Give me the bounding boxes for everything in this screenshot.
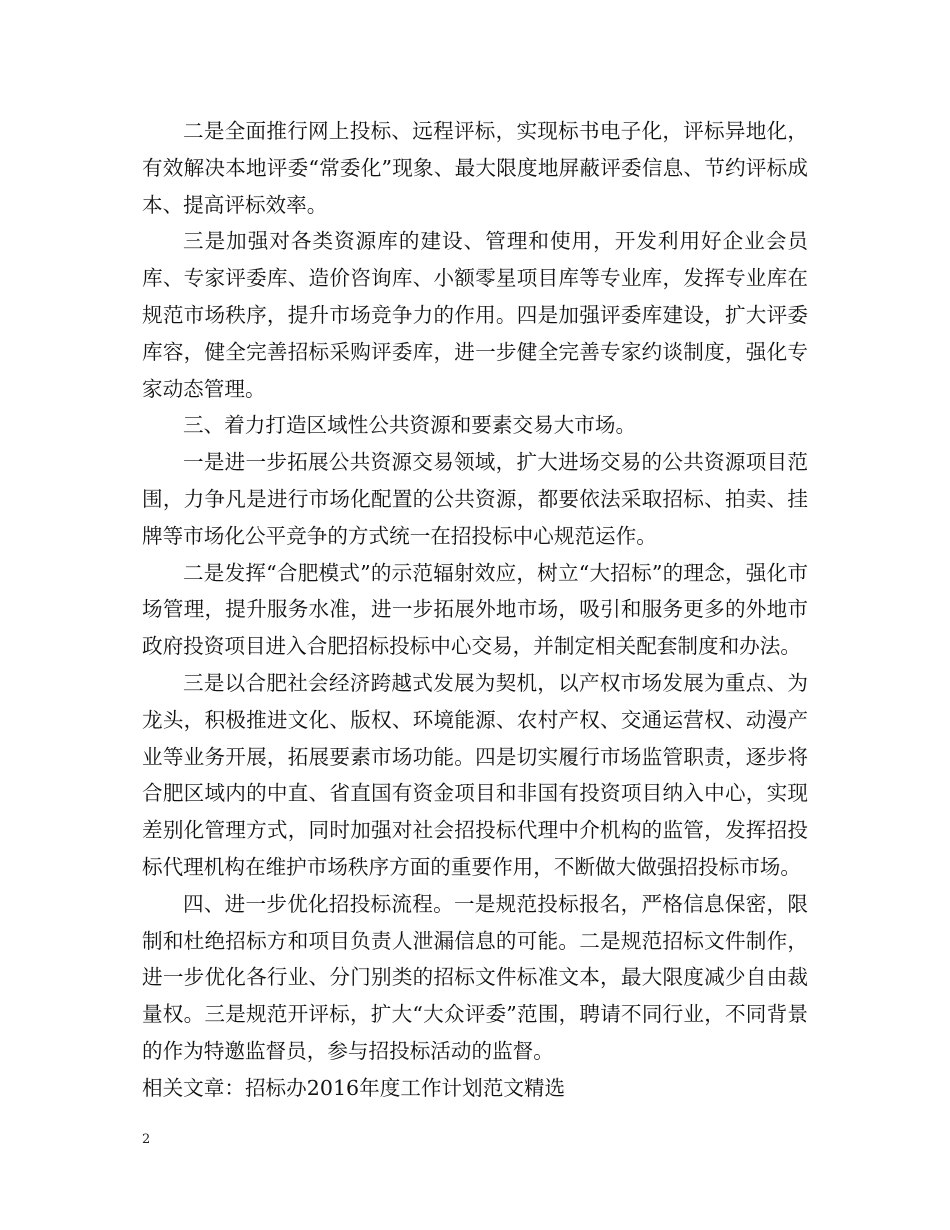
paragraph-hefei-model: 二是发挥“合肥模式”的示范辐射效应，树立“大招标”的理念，强化市场管理，提升服务水准，进一步拓展外地市场，吸引和服务更多的外地市政府投资项目进入合肥招标投标中心交易，并制定相关配套制度和办法。 [142,560,808,659]
paragraph-expand-trading-scope: 一是进一步拓展公共资源交易领域，扩大进场交易的公共资源项目范围，力争凡是进行市场化配置的公共资源，都要依法采取招标、拍卖、挂牌等市场化公平竞争的方式统一在招投标中心规范运作。 [142,450,808,548]
paragraph-optimize-process: 四、进一步优化招投标流程。一是规范投标报名，严格信息保密，限制和杜绝招标方和项目负责人泄漏信息的可能。二是规范招标文件制作，进一步优化各行业、分门别类的招标文件标准文本，最大限度减少自由裁量权。三是规范开评标，扩大“大众评委”范围，聘请不同行业，不同背景的作为特邀监督员，参与招投标活动的监督。 [142,891,808,1063]
section-heading-regional-market: 三、着力打造区域性公共资源和要素交易大市场。 [183,413,637,438]
paragraph-resource-database: 三是加强对各类资源库的建设、管理和使用，开发利用好企业会员库、专家评委库、造价咨询库、小额零星项目库等专业库，发挥专业库在规范市场秩序，提升市场竞争力的作用。四是加强评委库建设，扩大评委库容，健全完善招标采购评委库，进一步健全完善专家约谈制度，强化专家动态管理。 [142,229,808,401]
document-body [142,113,808,1107]
paragraph-online-bidding: 二是全面推行网上投标、远程评标，实现标书电子化，评标异地化，有效解决本地评委“常委化”现象、最大限度地屏蔽评委信息、节约评标成本、提高评标效率。 [142,119,808,217]
paragraph-market-functions: 三是以合肥社会经济跨越式发展为契机，以产权市场发展为重点、为龙头，积极推进文化、版权、环境能源、农村产权、交通运营权、动漫产业等业务开展，拓展要素市场功能。四是切实履行市场监管职责，逐步将合肥区域内的中直、省直国有资金项目和非国有投资项目纳入中心，实现差别化管理方式，同时加强对社会招投标代理中介机构的监管，发挥招投标代理机构在维护市场秩序方面的重要作用，不断做大做强招投标市场。 [142,670,808,879]
page-number: 2 [142,1132,151,1147]
related-article-link[interactable]: 相关文章：招标办2016年度工作计划范文精选 [142,1075,566,1100]
